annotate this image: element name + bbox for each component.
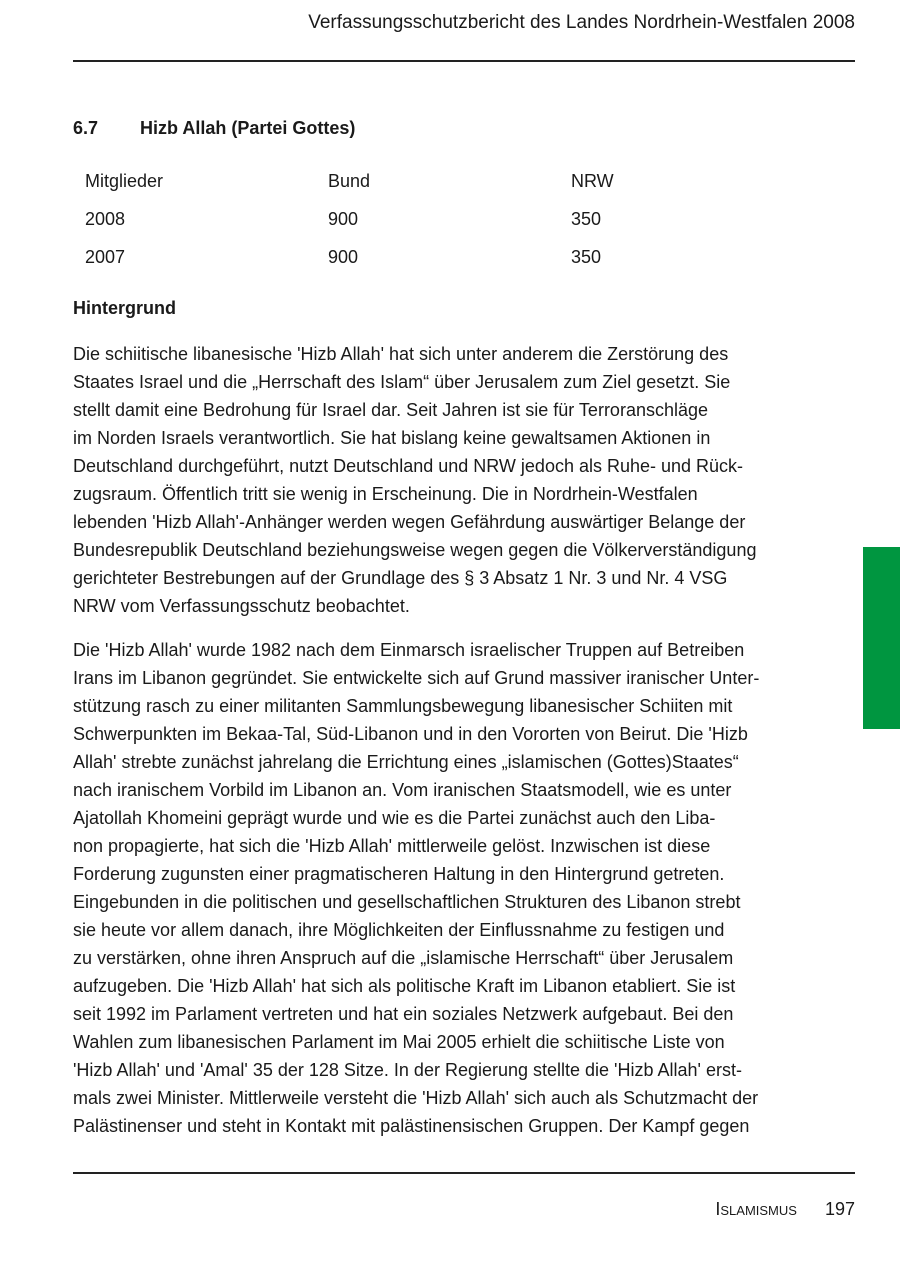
text-line: Forderung zugunsten einer pragmatischeren Haltung in den Hintergrund getreten. [73, 864, 725, 884]
footer-section: Islamismus [715, 1199, 797, 1219]
footer-rule [73, 1172, 855, 1174]
paragraph [73, 340, 756, 620]
section-heading [73, 118, 355, 139]
table-cell: 900 [328, 247, 359, 267]
table-cell: 2008 [85, 209, 126, 229]
text-line: zu verstärken, ohne ihren Anspruch auf die „islamische Herrschaft“ über Jerusalem [73, 948, 734, 968]
table-header: NRW [571, 171, 614, 191]
table-cell: 350 [571, 209, 602, 229]
text-line: Die 'Hizb Allah' wurde 1982 nach dem Einmarsch israelischer Truppen auf Betreiben [73, 640, 745, 660]
text-line: Wahlen zum libanesischen Parlament im Mai 2005 erhielt die schiitische Liste von [73, 1032, 725, 1052]
text-line: lebenden 'Hizb Allah'-Anhänger werden wegen Gefährdung auswärtiger Belange der [73, 512, 746, 532]
section-title: Hizb Allah (Partei Gottes) [140, 118, 356, 138]
text-line: Deutschland durchgeführt, nutzt Deutschland und NRW jedoch als Ruhe- und Rück- [73, 456, 744, 476]
text-line: aufzugeben. Die 'Hizb Allah' hat sich als politische Kraft im Libanon etabliert. Sie ist [73, 976, 736, 996]
section-number: 6.7 [73, 118, 99, 138]
text-line: gerichteter Bestrebungen auf der Grundlage des § 3 Absatz 1 Nr. 3 und Nr. 4 VSG [73, 568, 728, 588]
table-cell: 900 [328, 209, 359, 229]
text-line: Eingebunden in die politischen und gesellschaftlichen Strukturen des Libanon strebt [73, 892, 741, 912]
subheading: Hintergrund [73, 298, 176, 318]
text-line: zugsraum. Öffentlich tritt sie wenig in Erscheinung. Die in Nordrhein-Westfalen [73, 484, 698, 504]
text-line: non propagierte, hat sich die 'Hizb Allah' mittlerweile gelöst. Inzwischen ist diese [73, 836, 711, 856]
members-table [85, 171, 814, 285]
text-line: Schwerpunkten im Bekaa-Tal, Süd-Libanon und in den Vororten von Beirut. Die 'Hizb [73, 724, 748, 744]
table-cell: 2007 [85, 247, 126, 267]
text-line: nach iranischem Vorbild im Libanon an. Vom iranischen Staatsmodell, wie es unter [73, 780, 732, 800]
table-header: Mitglieder [85, 171, 164, 191]
paragraph [73, 636, 759, 1140]
text-line: Bundesrepublik Deutschland beziehungsweise wegen gegen die Völkerverständigung [73, 540, 757, 560]
table-row [85, 209, 814, 247]
page-number: 197 [824, 1199, 855, 1219]
text-line: im Norden Israels verantwortlich. Sie hat bislang keine gewaltsamen Aktionen in [73, 428, 711, 448]
text-line: Ajatollah Khomeini geprägt wurde und wie es die Partei zunächst auch den Liba- [73, 808, 716, 828]
text-line: Palästinenser und steht in Kontakt mit palästinensischen Gruppen. Der Kampf gegen [73, 1116, 750, 1136]
text-line: 'Hizb Allah' und 'Amal' 35 der 128 Sitze. In der Regierung stellte die 'Hizb Allah' erst- [73, 1060, 742, 1080]
chapter-tab [863, 547, 900, 729]
running-header: Verfassungsschutzbericht des Landes Nordrhein-Westfalen 2008 [308, 12, 855, 33]
header-rule [73, 60, 855, 62]
text-line: NRW vom Verfassungsschutz beobachtet. [73, 596, 410, 616]
table-cell: 350 [571, 247, 602, 267]
table-header-row [85, 171, 814, 209]
text-line: stellt damit eine Bedrohung für Israel dar. Seit Jahren ist sie für Terroranschläge [73, 400, 709, 420]
text-line: seit 1992 im Parlament vertreten und hat ein soziales Netzwerk aufgebaut. Bei den [73, 1004, 734, 1024]
text-line: mals zwei Minister. Mittlerweile versteht die 'Hizb Allah' sich auch als Schutzmacht der [73, 1088, 759, 1108]
table-row [85, 247, 814, 285]
text-line: sie heute vor allem danach, ihre Möglichkeiten der Einflussnahme zu festigen und [73, 920, 725, 940]
text-line: Staates Israel und die „Herrschaft des Islam“ über Jerusalem zum Ziel gesetzt. Sie [73, 372, 731, 392]
text-line: Allah' strebte zunächst jahrelang die Errichtung eines „islamischen (Gottes)Staates“ [73, 752, 739, 772]
table-header: Bund [328, 171, 371, 191]
text-line: stützung rasch zu einer militanten Sammlungsbewegung libanesischer Schiiten mit [73, 696, 733, 716]
text-line: Irans im Libanon gegründet. Sie entwickelte sich auf Grund massiver iranischer Unter- [73, 668, 760, 688]
footer [715, 1199, 855, 1220]
text-line: Die schiitische libanesische 'Hizb Allah' hat sich unter anderem die Zerstörung des [73, 344, 729, 364]
